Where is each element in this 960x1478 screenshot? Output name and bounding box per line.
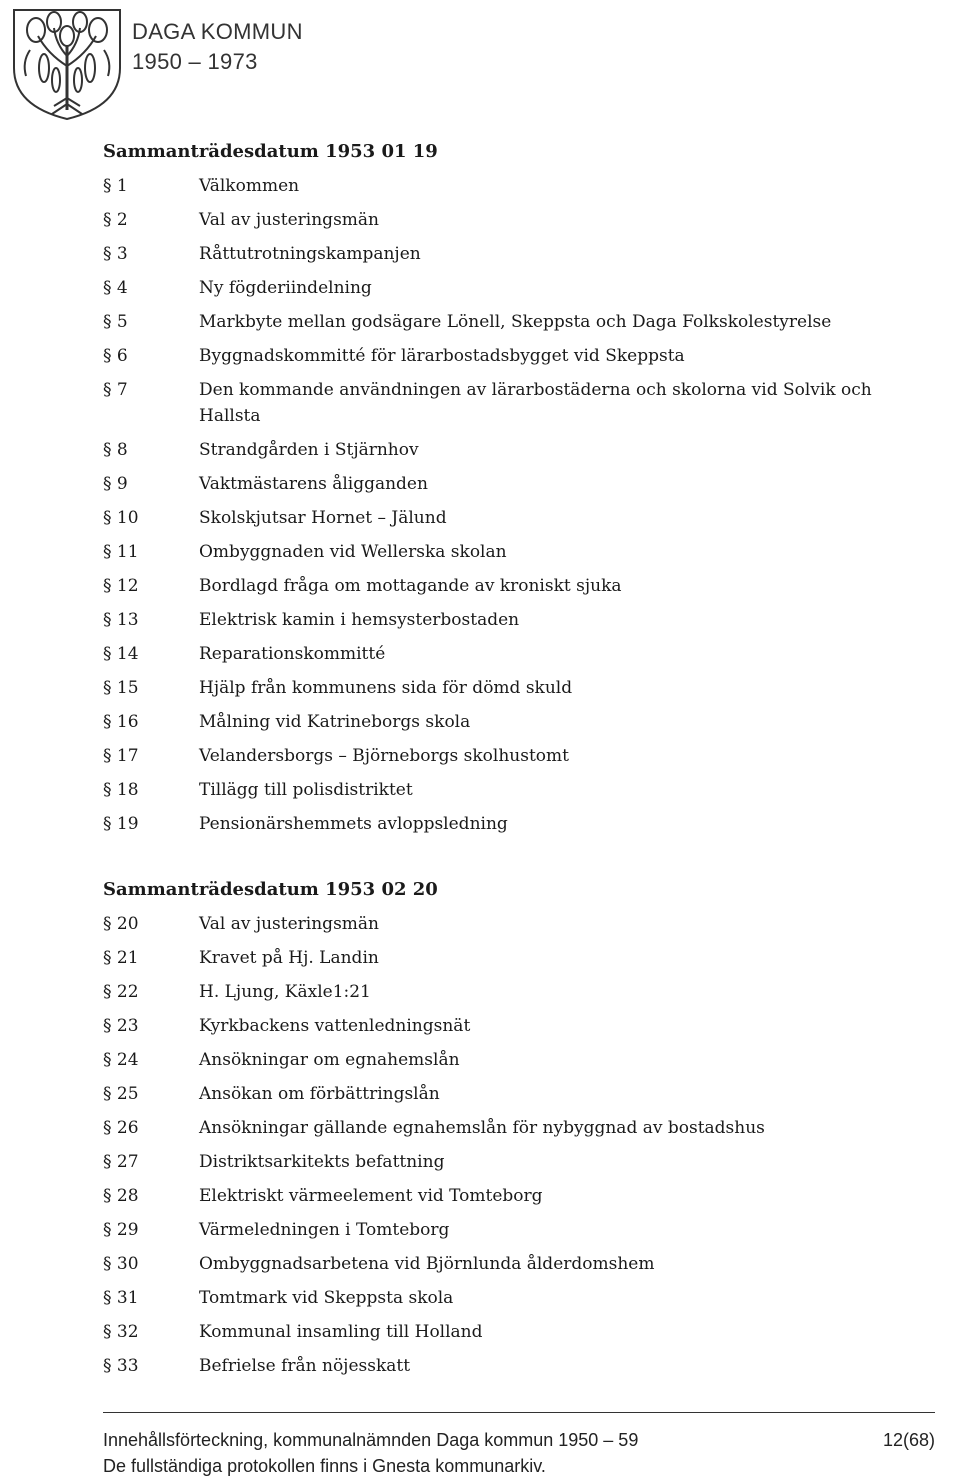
agenda-item: [103, 169, 903, 203]
paragraph-number: § 11: [103, 542, 139, 562]
agenda-item-text: Pensionärshemmets avloppsledning: [199, 814, 508, 834]
meeting-section-1: [103, 135, 903, 841]
minutes-index: [103, 135, 903, 1383]
agenda-item: [103, 1043, 903, 1077]
paragraph-number: § 2: [103, 210, 128, 230]
paragraph-number: § 28: [103, 1186, 139, 1206]
agenda-item-text: Kravet på Hj. Landin: [199, 948, 379, 968]
paragraph-number: § 16: [103, 712, 139, 732]
paragraph-number: § 32: [103, 1322, 139, 1342]
paragraph-number: § 1: [103, 176, 128, 196]
agenda-item: [103, 467, 903, 501]
agenda-item-text: Tillägg till polisdistriktet: [199, 780, 413, 800]
agenda-item: [103, 569, 903, 603]
agenda-item: [103, 1349, 903, 1383]
agenda-item-text: Reparationskommitté: [199, 644, 386, 664]
meeting-date-heading: Sammanträdesdatum 1953 02 20: [103, 879, 438, 900]
agenda-item: [103, 535, 903, 569]
agenda-item: [103, 1247, 903, 1281]
footer-document-title: Innehållsförteckning, kommunalnämnden Daga kommun 1950 – 59: [103, 1430, 639, 1450]
agenda-item: [103, 433, 903, 467]
agenda-item: [103, 637, 903, 671]
agenda-item: [103, 1315, 903, 1349]
agenda-item-text: Distriktsarkitekts befattning: [199, 1152, 445, 1172]
page-footer: [103, 1412, 935, 1477]
paragraph-number: § 14: [103, 644, 139, 664]
paragraph-number: § 13: [103, 610, 139, 630]
footer-divider: [103, 1412, 935, 1413]
agenda-item: [103, 773, 903, 807]
agenda-item-text: Ombyggnadsarbetena vid Björnlunda ålderdomshem: [199, 1254, 655, 1274]
agenda-item: [103, 1213, 903, 1247]
paragraph-number: § 6: [103, 346, 128, 366]
agenda-item-text: Befrielse från nöjesskatt: [199, 1356, 411, 1376]
paragraph-number: § 19: [103, 814, 139, 834]
paragraph-number: § 31: [103, 1288, 139, 1308]
paragraph-number: § 33: [103, 1356, 139, 1376]
agenda-item: [103, 975, 903, 1009]
agenda-item-text: Velandersborgs – Björneborgs skolhustomt: [199, 746, 569, 766]
agenda-item: [103, 1077, 903, 1111]
paragraph-number: § 20: [103, 914, 139, 934]
agenda-item-text: Elektriskt värmeelement vid Tomteborg: [199, 1186, 543, 1206]
agenda-item: [103, 203, 903, 237]
paragraph-number: § 25: [103, 1084, 139, 1104]
agenda-item: [103, 373, 903, 433]
agenda-item-text: Ny fögderiindelning: [199, 278, 372, 298]
coat-of-arms-logo: [8, 6, 126, 122]
agenda-item: [103, 807, 903, 841]
agenda-item: [103, 1145, 903, 1179]
agenda-item-text: Vaktmästarens åligganden: [199, 474, 428, 494]
page-header: [0, 0, 960, 130]
agenda-item: [103, 339, 903, 373]
meeting-section-2: [103, 873, 903, 1383]
agenda-item: [103, 671, 903, 705]
paragraph-number: § 7: [103, 380, 128, 400]
agenda-item-text: Välkommen: [199, 176, 300, 196]
agenda-item-text: Den kommande användningen av lärarbostäderna och skolorna vid Solvik och Hallsta: [199, 380, 872, 426]
paragraph-number: § 15: [103, 678, 139, 698]
agenda-item: [103, 501, 903, 535]
paragraph-number: § 4: [103, 278, 128, 298]
municipality-name: DAGA KOMMUN: [132, 19, 303, 44]
agenda-item: [103, 305, 903, 339]
paragraph-number: § 9: [103, 474, 128, 494]
agenda-item-text: Ansökan om förbättringslån: [199, 1084, 440, 1104]
agenda-item-text: Hjälp från kommunens sida för dömd skuld: [199, 678, 573, 698]
agenda-item-text: Val av justeringsmän: [199, 210, 379, 230]
agenda-item-text: Ombyggnaden vid Wellerska skolan: [199, 542, 507, 562]
agenda-item: [103, 941, 903, 975]
paragraph-number: § 12: [103, 576, 139, 596]
agenda-item-text: Skolskjutsar Hornet – Jälund: [199, 508, 447, 528]
agenda-item-text: Ansökningar gällande egnahemslån för nybyggnad av bostadshus: [199, 1118, 765, 1138]
agenda-item: [103, 237, 903, 271]
agenda-item: [103, 271, 903, 305]
footer-line: [103, 1429, 935, 1451]
municipality-years: 1950 – 1973: [132, 49, 258, 74]
paragraph-number: § 24: [103, 1050, 139, 1070]
paragraph-number: § 17: [103, 746, 139, 766]
agenda-item-text: Kyrkbackens vattenledningsnät: [199, 1016, 471, 1036]
paragraph-number: § 8: [103, 440, 128, 460]
meeting-date-heading: Sammanträdesdatum 1953 01 19: [103, 141, 438, 162]
agenda-item-text: Byggnadskommitté för lärarbostadsbygget vid Skeppsta: [199, 346, 685, 366]
agenda-item-text: Bordlagd fråga om mottagande av kroniskt sjuka: [199, 576, 622, 596]
paragraph-number: § 21: [103, 948, 139, 968]
footer-archive-note: De fullständiga protokollen finns i Gnesta kommunarkiv.: [103, 1456, 546, 1476]
paragraph-number: § 29: [103, 1220, 139, 1240]
page-number: 12(68): [882, 1430, 935, 1450]
paragraph-number: § 5: [103, 312, 128, 332]
agenda-item-text: Målning vid Katrineborgs skola: [199, 712, 471, 732]
agenda-item: [103, 705, 903, 739]
paragraph-number: § 22: [103, 982, 139, 1002]
agenda-item-text: Strandgården i Stjärnhov: [199, 440, 419, 460]
agenda-item-text: Råttutrotningskampanjen: [199, 244, 421, 264]
agenda-item: [103, 1179, 903, 1213]
agenda-item-text: Val av justeringsmän: [199, 914, 379, 934]
agenda-item-text: Elektrisk kamin i hemsysterbostaden: [199, 610, 520, 630]
agenda-item: [103, 1281, 903, 1315]
agenda-item: [103, 603, 903, 637]
agenda-item: [103, 907, 903, 941]
paragraph-number: § 26: [103, 1118, 139, 1138]
agenda-item-text: Kommunal insamling till Holland: [199, 1322, 483, 1342]
agenda-item: [103, 1111, 903, 1145]
paragraph-number: § 23: [103, 1016, 139, 1036]
paragraph-number: § 3: [103, 244, 128, 264]
agenda-item-text: Värmeledningen i Tomteborg: [199, 1220, 450, 1240]
paragraph-number: § 30: [103, 1254, 139, 1274]
paragraph-number: § 27: [103, 1152, 139, 1172]
agenda-item: [103, 739, 903, 773]
paragraph-number: § 10: [103, 508, 139, 528]
agenda-item-text: Markbyte mellan godsägare Lönell, Skeppsta och Daga Folkskolestyrelse: [199, 312, 832, 332]
agenda-item: [103, 1009, 903, 1043]
paragraph-number: § 18: [103, 780, 139, 800]
agenda-item-text: Tomtmark vid Skeppsta skola: [199, 1288, 454, 1308]
municipality-heading: [132, 17, 303, 77]
agenda-item-text: Ansökningar om egnahemslån: [199, 1050, 460, 1070]
agenda-item-text: H. Ljung, Käxle1:21: [199, 982, 371, 1002]
